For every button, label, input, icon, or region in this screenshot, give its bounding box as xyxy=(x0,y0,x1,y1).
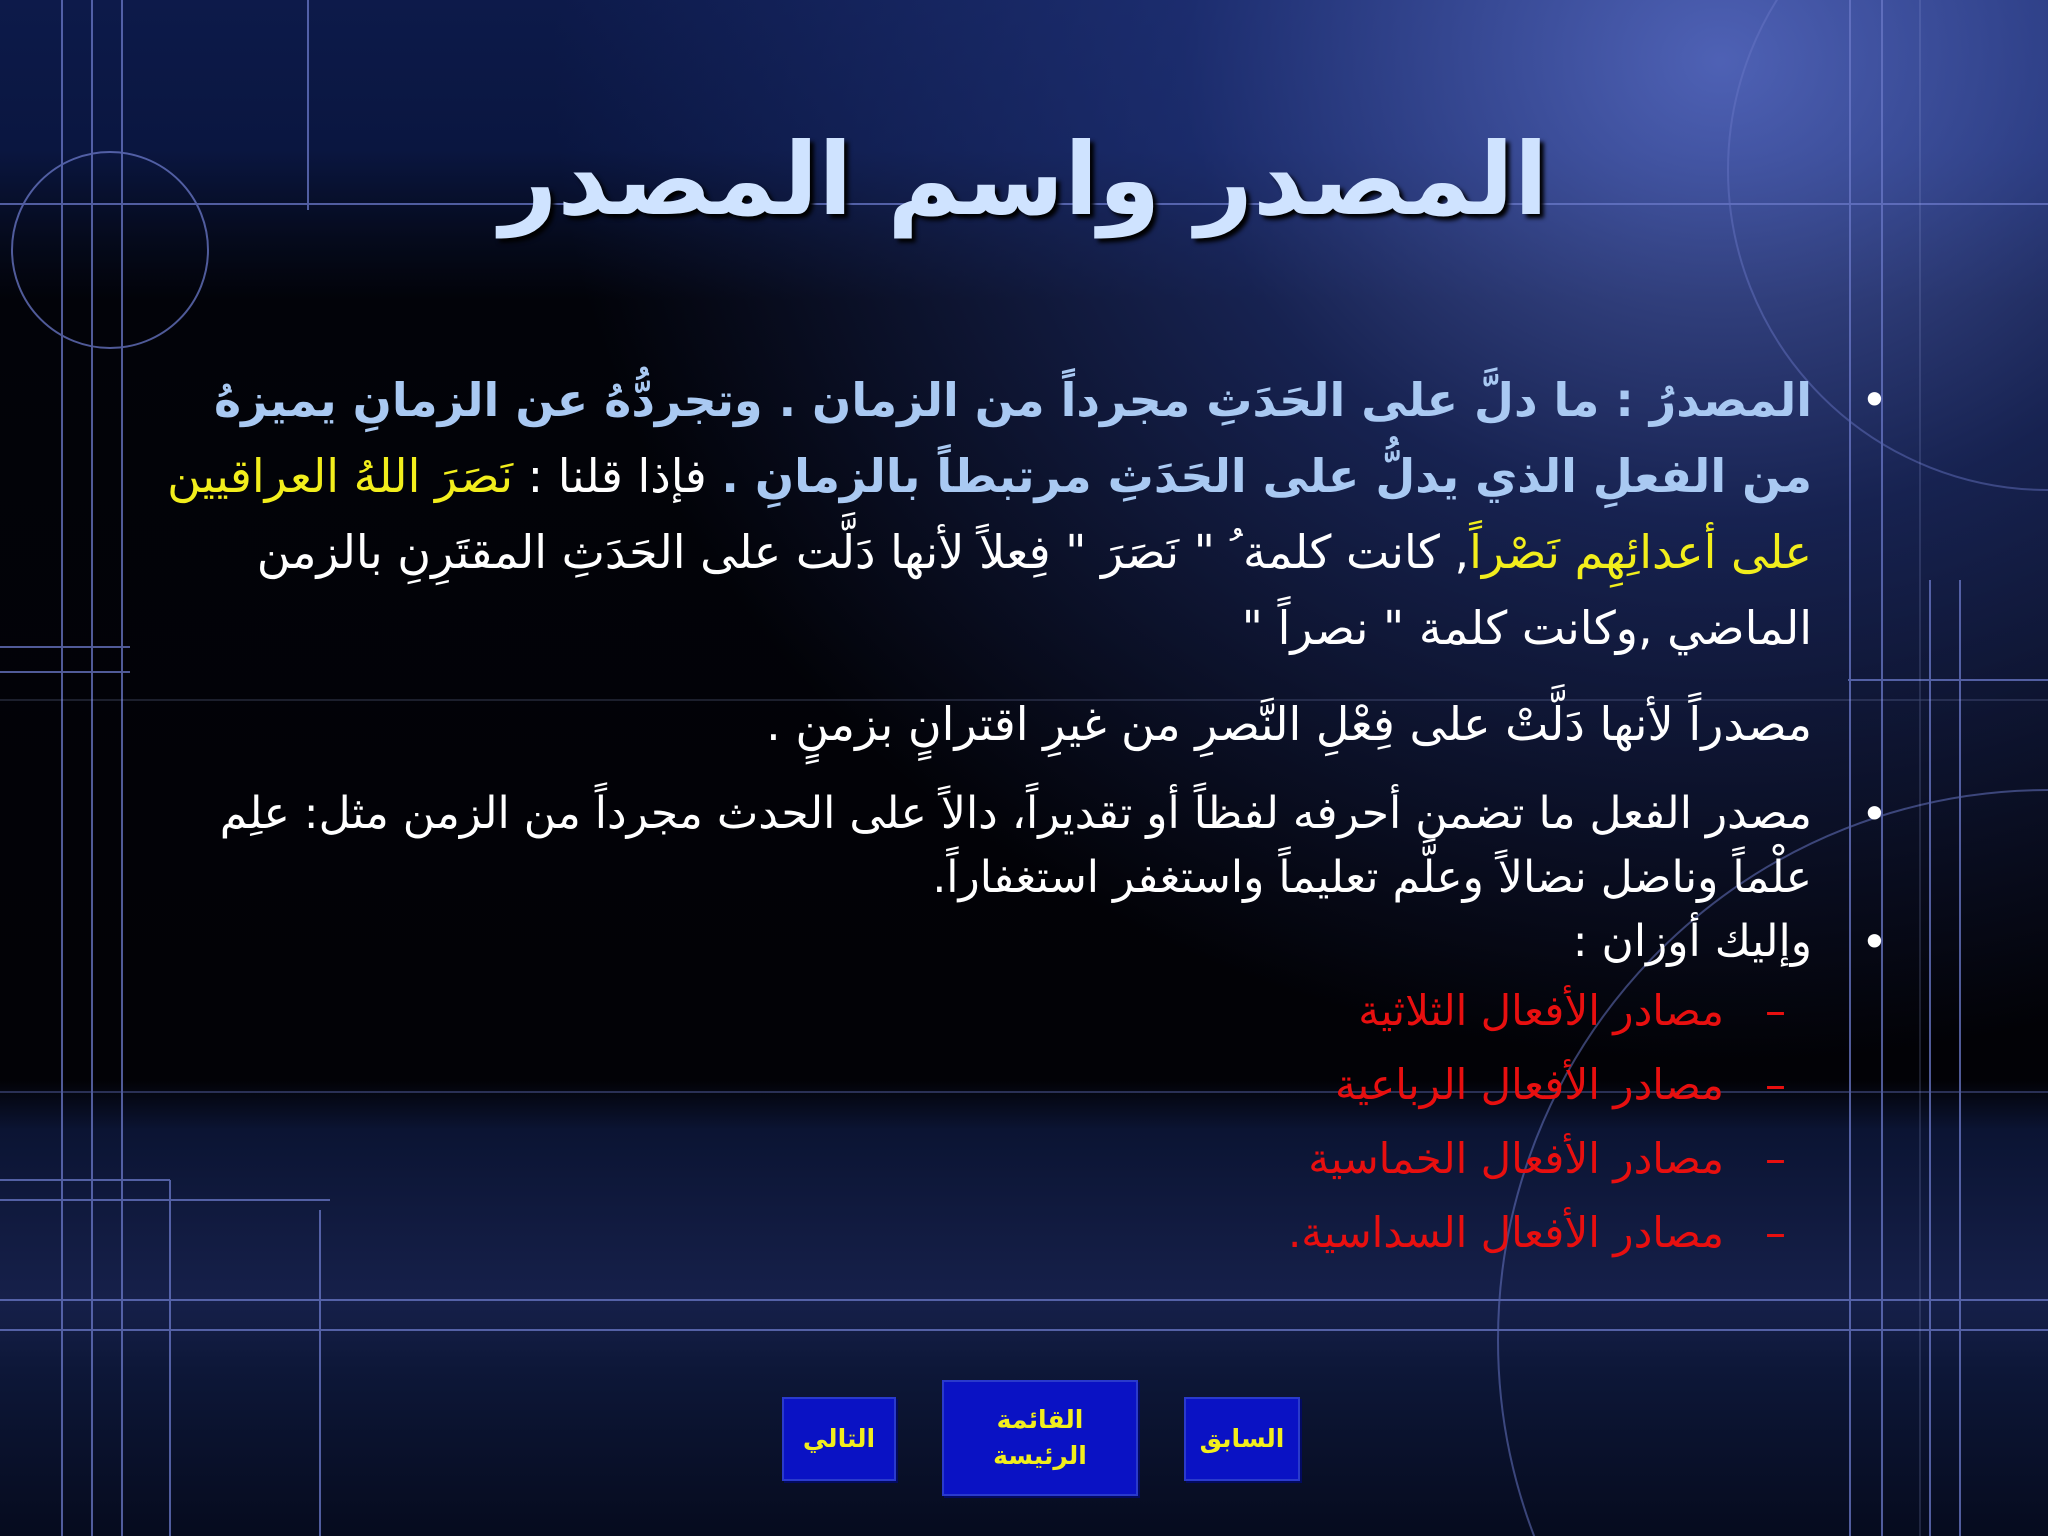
previous-button[interactable]: السابق xyxy=(1184,1397,1300,1481)
example-sentence: نَصَرَ اللهُ العراقيين على أعدائِهِم نَصْراً xyxy=(167,449,1812,579)
bullet-verb-source: • مصدر الفعل ما تضمن أحرفه لفظاً أو تقديراً، دالاً على الحدث مجرداً من الزمن مثل: علِم علْماً وناضل نضالاً وعلَّم تعليماً واستغفر استغفاراً. xyxy=(140,782,1812,910)
list-item: – مصادر الأفعال الخماسية xyxy=(140,1122,1724,1196)
bullet-patterns xyxy=(140,910,1812,1270)
list-item: – مصادر الأفعال الثلاثية xyxy=(140,974,1724,1048)
next-button[interactable]: التالي xyxy=(782,1397,896,1481)
example-intro: فإذا قلنا : xyxy=(513,449,707,503)
example-conclusion: مصدراً لأنها دَلَّتْ على فِعْلِ النَّصرِ من غيرِ اقترانٍ بزمنٍ . xyxy=(766,697,1812,751)
list-item: – مصادر الأفعال الرباعية xyxy=(140,1048,1724,1122)
slide-content xyxy=(140,362,1812,1270)
bullet-definition xyxy=(140,362,1812,762)
main-menu-button[interactable]: القائمة الرئيسة xyxy=(942,1380,1138,1496)
list-item: – مصادر الأفعال السداسية. xyxy=(140,1196,1724,1270)
slide-title: المصدر واسم المصدر xyxy=(499,121,1549,238)
example-explanation: , كانت كلمة ُ " نَصَرَ " فِعلاً لأنها دَلَّت على الحَدَثِ المقتَرِنِ بالزمن الماضي ,وكانت كلمة " نصراً " xyxy=(256,525,1812,655)
patterns-intro: • وإليك أوزان : xyxy=(1572,916,1812,967)
definition-text: المصدرُ : ما دلَّ على الحَدَثِ مجرداً من الزمان . وتجردُّهُ عن الزمانِ يميزهُ من الفعلِ الذي يدلُّ على الحَدَثِ مرتبطاً بالزمانِ . xyxy=(213,373,1812,503)
